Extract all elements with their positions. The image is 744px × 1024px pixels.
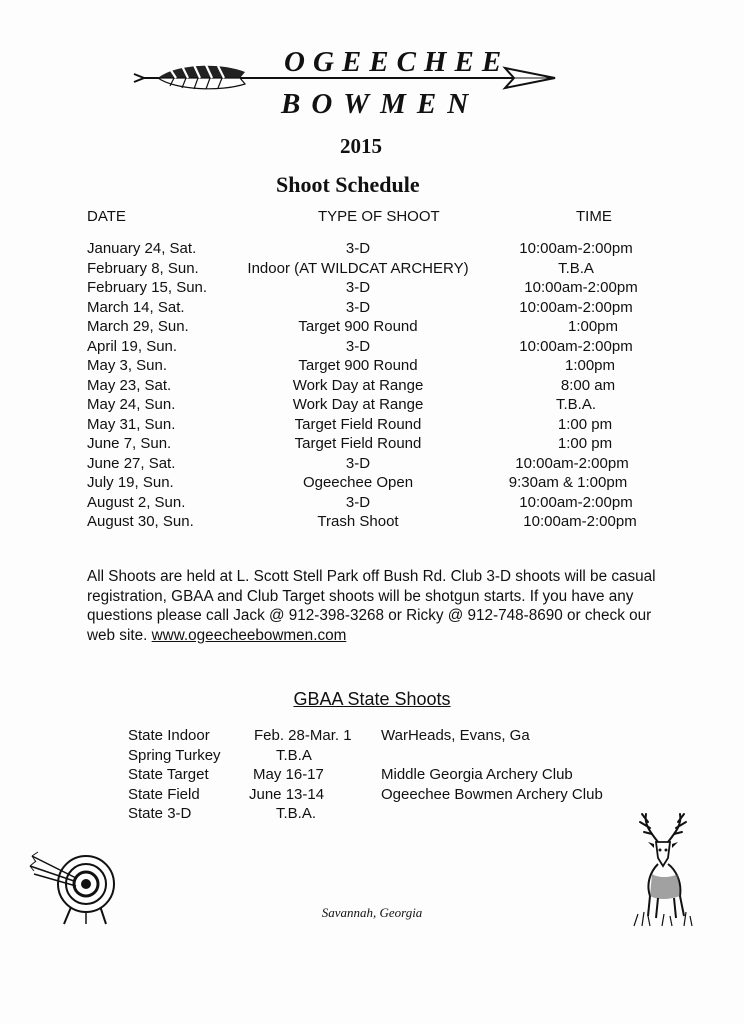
website-link[interactable]: www.ogeecheebowmen.com xyxy=(151,626,347,644)
state-shoot-name: State Indoor xyxy=(128,727,210,744)
schedule-row xyxy=(0,396,744,415)
row-date: June 7, Sun. xyxy=(87,435,172,452)
state-shoots-heading xyxy=(0,689,744,710)
schedule-row xyxy=(0,299,744,318)
state-shoot-name: Spring Turkey xyxy=(128,746,221,764)
row-date: June 27, Sat. xyxy=(87,454,176,472)
notice-text: All Shoots are held at L. Scott Stell Park off Bush Rd. Club 3-D shoots will be casual registration, GBAA and Club Target shoots will be shotgun starts. If you have any questions please call Jack @ 912-398-3268 or Ricky @ 912-748-8690 or check our web site. xyxy=(87,568,656,644)
notice-paragraph xyxy=(87,567,657,645)
row-time: T.B.A xyxy=(558,259,594,277)
row-date: February 15, Sun. xyxy=(87,279,208,296)
row-time: 10:00am-2:00pm xyxy=(519,337,633,355)
schedule-row xyxy=(0,240,744,259)
row-date: January 24, Sat. xyxy=(87,240,197,257)
row-time: 10:00am-2:00pm xyxy=(515,454,629,472)
row-time: 1:00 pm xyxy=(557,415,613,433)
row-time: 10:00am-2:00pm xyxy=(523,513,637,530)
row-time: 1:00 pm xyxy=(557,435,613,452)
row-type: Work Day at Range xyxy=(292,376,424,394)
row-time: 10:00am-2:00pm xyxy=(519,240,633,257)
row-date: May 31, Sun. xyxy=(87,415,176,433)
row-date: August 30, Sun. xyxy=(87,513,194,530)
schedule-row xyxy=(0,513,744,532)
row-type: 3-D xyxy=(345,493,371,511)
schedule-row xyxy=(0,416,744,435)
row-date: July 19, Sun. xyxy=(87,474,174,491)
row-type: 3-D xyxy=(345,298,371,316)
row-type: Work Day at Range xyxy=(292,396,424,413)
schedule-row xyxy=(0,377,744,396)
row-time: 1:00pm xyxy=(567,318,619,335)
schedule-year: 2015 xyxy=(340,134,382,158)
state-shoot-location: WarHeads, Evans, Ga xyxy=(381,727,530,744)
state-shoot-row xyxy=(0,786,744,805)
row-type: 3-D xyxy=(345,454,371,472)
state-shoot-date: May 16-17 xyxy=(253,766,324,783)
row-type: 3-D xyxy=(345,337,371,355)
row-type: Target Field Round xyxy=(294,415,422,433)
row-type: Target Field Round xyxy=(294,435,422,452)
schedule-row xyxy=(0,338,744,357)
schedule-row xyxy=(0,318,744,337)
column-header-time: TIME xyxy=(576,208,612,225)
club-name-line1: OGEECHEE xyxy=(284,46,510,78)
schedule-row xyxy=(0,494,744,513)
state-shoot-name: State 3-D xyxy=(128,805,192,822)
row-date: May 24, Sun. xyxy=(87,396,176,413)
row-type: Trash Shoot xyxy=(317,513,399,530)
column-header-type: TYPE OF SHOOT xyxy=(318,208,440,225)
row-type: Ogeechee Open xyxy=(302,474,414,491)
row-date: May 3, Sun. xyxy=(87,357,168,374)
state-shoot-name: State Field xyxy=(128,785,200,803)
state-shoot-location: Middle Georgia Archery Club xyxy=(381,766,573,783)
row-date: August 2, Sun. xyxy=(87,493,186,511)
schedule-row xyxy=(0,279,744,298)
row-time: 10:00am-2:00pm xyxy=(519,493,633,511)
row-date: February 8, Sun. xyxy=(87,259,199,277)
schedule-row xyxy=(0,435,744,454)
row-type: Target 900 Round xyxy=(298,357,418,374)
row-time: 8:00 am xyxy=(560,376,616,394)
state-shoots-heading-text: GBAA State Shoots xyxy=(293,689,451,709)
row-type: 3-D xyxy=(345,279,371,296)
row-type: Target 900 Round xyxy=(298,318,418,335)
state-shoot-date: T.B.A. xyxy=(276,805,317,822)
state-shoot-row xyxy=(0,766,744,785)
footer-location: Savannah, Georgia xyxy=(321,905,423,920)
state-shoot-name: State Target xyxy=(128,766,209,783)
row-type: 3-D xyxy=(345,240,371,257)
schedule-row xyxy=(0,357,744,376)
schedule-row xyxy=(0,260,744,279)
row-time: 10:00am-2:00pm xyxy=(524,279,638,296)
schedule-row xyxy=(0,474,744,493)
state-shoot-date: June 13-14 xyxy=(249,785,325,803)
club-name-line2: BOWMEN xyxy=(281,88,480,120)
state-shoot-location: Ogeechee Bowmen Archery Club xyxy=(381,785,603,803)
schedule-title: Shoot Schedule xyxy=(276,172,420,197)
row-time: 9:30am & 1:00pm xyxy=(508,474,628,491)
column-header-date: DATE xyxy=(87,208,126,225)
state-shoot-date: T.B.A xyxy=(276,746,312,764)
state-shoot-row xyxy=(0,727,744,746)
row-date: March 29, Sun. xyxy=(87,318,189,335)
row-time: 1:00pm xyxy=(564,357,616,374)
row-date: May 23, Sat. xyxy=(87,376,172,394)
row-date: April 19, Sun. xyxy=(87,337,178,355)
state-shoot-date: Feb. 28-Mar. 1 xyxy=(254,727,352,744)
state-shoot-row xyxy=(0,747,744,766)
row-type: Indoor (AT WILDCAT ARCHERY) xyxy=(247,259,469,277)
schedule-row xyxy=(0,455,744,474)
row-date: March 14, Sat. xyxy=(87,298,185,316)
row-time: T.B.A. xyxy=(555,396,597,413)
row-time: 10:00am-2:00pm xyxy=(519,298,633,316)
